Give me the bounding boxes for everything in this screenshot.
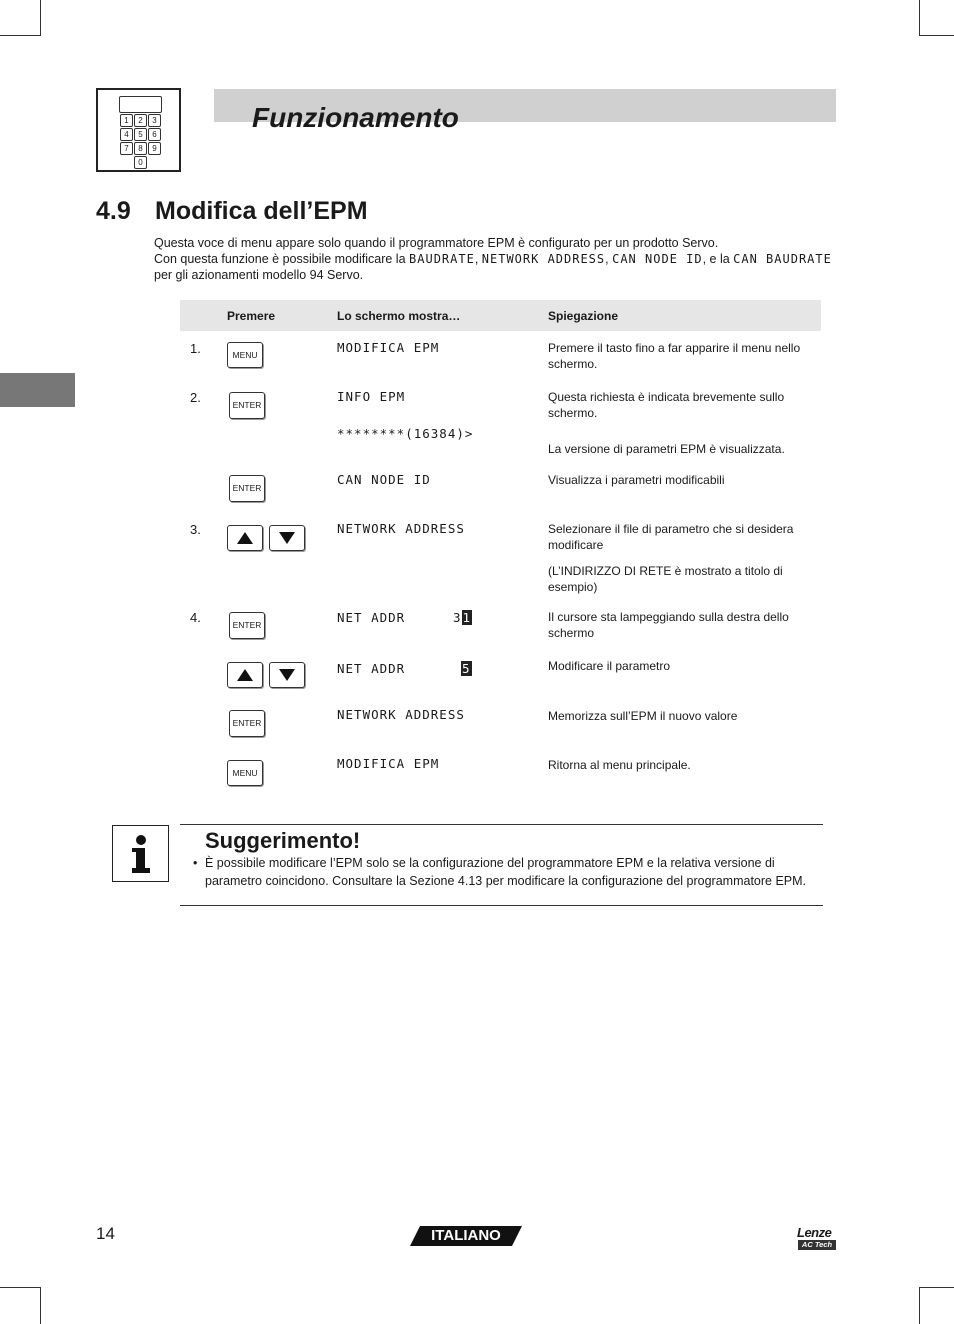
crop-mark [919, 1287, 920, 1324]
crop-mark [40, 0, 41, 35]
page-title: Funzionamento [252, 102, 459, 133]
intro-code: NETWORK ADDRESS [481, 252, 606, 266]
crop-mark [919, 35, 954, 36]
tip-bottom-rule [180, 905, 823, 906]
table-header [180, 300, 821, 331]
enter-key-icon: ENTER [229, 475, 265, 502]
crop-mark [0, 35, 41, 36]
keypad-key-icon: 1 [120, 114, 133, 127]
lenze-logo: Lenze [797, 1225, 832, 1240]
column-header-press: Premere [227, 309, 276, 323]
screen-text: MODIFICA EPM [337, 756, 440, 771]
intro-text: Con questa funzione è possibile modificare la [154, 252, 410, 266]
section-side-tab [0, 373, 75, 407]
column-header-screen: Lo schermo mostra… [337, 309, 461, 323]
enter-key-icon: ENTER [229, 392, 265, 419]
screen-text: ********(16384)> [337, 426, 474, 441]
explanation-text: Questa richiesta è indicata brevemente sullo schermo. [548, 390, 785, 420]
intro-text: , [605, 252, 613, 266]
keypad-key-icon: 9 [148, 142, 161, 155]
keypad-key-icon: 7 [120, 142, 133, 155]
intro-line: per gli azionamenti modello 94 Servo. [154, 268, 364, 282]
column-header-explanation: Spiegazione [548, 309, 619, 323]
keypad-key-icon: 5 [134, 128, 147, 141]
screen-cursor: 5 [462, 661, 471, 676]
keypad-key-icon: 0 [134, 156, 147, 169]
tip-text: È possibile modificare l’EPM solo se la configurazione del programmatore EPM e la relativa versione di parametro coincidono. Consultare la Sezione 4.13 per modificare la configurazione del programmatore EPM. [205, 856, 807, 888]
explanation-text: Modificare il parametro [548, 659, 671, 673]
tip-body [193, 854, 813, 890]
section-number: 4.9 [96, 197, 131, 225]
crop-mark [0, 1287, 41, 1288]
screen-text: NETWORK ADDRESS [337, 707, 465, 722]
menu-key-icon: MENU [227, 342, 263, 368]
up-arrow-key-icon [227, 525, 263, 551]
intro-code: CAN BAUDRATE [733, 252, 832, 266]
screen-value-digit: 3 [453, 610, 462, 625]
screen-text: NET ADDR [337, 610, 406, 625]
enter-key-icon: ENTER [229, 710, 265, 737]
explanation-text: (L’INDIRIZZO DI RETE è mostrato a titolo di esempio) [548, 564, 783, 594]
explanation-text: La versione di parametri EPM è visualizzata. [548, 442, 785, 456]
up-arrow-key-icon [227, 662, 263, 688]
intro-code: BAUDRATE [409, 252, 475, 266]
step-number: 1. [190, 341, 201, 356]
intro-line: Questa voce di menu appare solo quando il programmatore EPM è configurato per un prodotto Servo. [154, 236, 719, 250]
intro-code: CAN NODE ID [612, 252, 703, 266]
screen-text: NETWORK ADDRESS [337, 521, 465, 536]
keypad-key-icon: 2 [134, 114, 147, 127]
tip-top-rule [180, 824, 823, 825]
down-arrow-key-icon [269, 662, 305, 688]
language-badge [410, 1226, 522, 1246]
keypad-display-icon [119, 96, 162, 113]
actech-logo: AC Tech [798, 1240, 836, 1250]
step-number: 4. [190, 610, 201, 625]
tip-title: Suggerimento! [205, 828, 361, 853]
intro-text: , [474, 252, 482, 266]
keypad-key-icon: 6 [148, 128, 161, 141]
explanation-text: Selezionare il file di parametro che si desidera modificare [548, 522, 794, 552]
intro-line [154, 251, 832, 267]
page-number: 14 [96, 1224, 115, 1243]
language-label: ITALIANO [431, 1227, 501, 1244]
crop-mark [919, 1287, 954, 1288]
keypad-key-icon: 4 [120, 128, 133, 141]
step-number: 3. [190, 522, 201, 537]
screen-text: NET ADDR [337, 661, 406, 676]
explanation-text: Visualizza i parametri modificabili [548, 473, 725, 487]
screen-value [453, 610, 472, 625]
crop-mark [919, 0, 920, 35]
explanation-text: Memorizza sull’EPM il nuovo valore [548, 709, 738, 723]
screen-value [461, 661, 472, 676]
bullet: • [193, 856, 198, 870]
screen-text: INFO EPM [337, 389, 406, 404]
enter-key-icon: ENTER [229, 612, 265, 639]
intro-text: , e la [702, 252, 734, 266]
explanation-text: Il cursore sta lampeggiando sulla destra dello schermo [548, 610, 789, 640]
down-arrow-key-icon [269, 525, 305, 551]
screen-text: CAN NODE ID [337, 472, 431, 487]
screen-text: MODIFICA EPM [337, 340, 440, 355]
section-heading: Modifica dell’EPM [155, 197, 368, 225]
menu-key-icon: MENU [227, 760, 263, 786]
keypad-key-icon: 8 [134, 142, 147, 155]
info-icon [112, 825, 169, 882]
keypad-key-icon: 3 [148, 114, 161, 127]
keypad-icon [96, 88, 181, 172]
screen-cursor: 1 [462, 610, 472, 625]
explanation-text: Ritorna al menu principale. [548, 758, 691, 772]
step-number: 2. [190, 390, 201, 405]
explanation-text: Premere il tasto fino a far apparire il menu nello schermo. [548, 341, 801, 371]
crop-mark [40, 1287, 41, 1324]
